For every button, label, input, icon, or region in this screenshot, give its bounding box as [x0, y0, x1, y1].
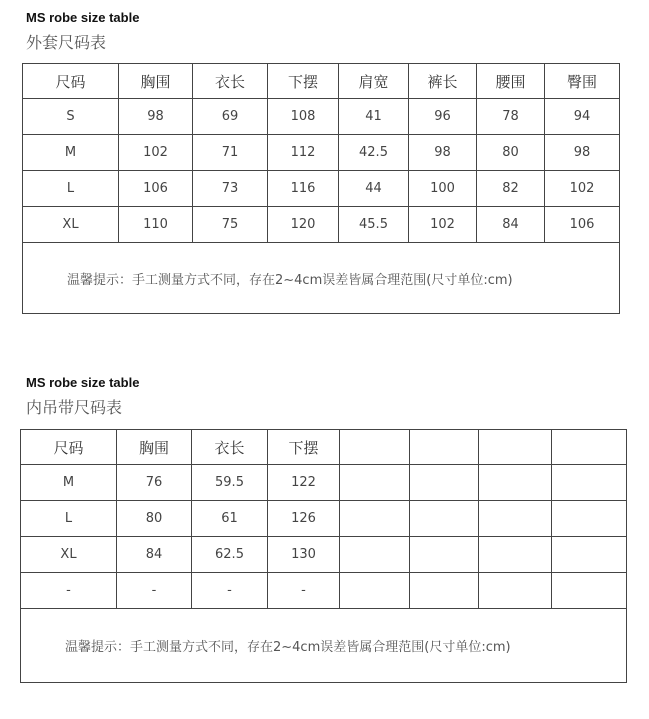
header-cell: 尺码	[23, 64, 119, 99]
value-cell: 98	[119, 99, 193, 135]
value-cell: 71	[193, 135, 268, 171]
size-cell: S	[23, 99, 119, 135]
value-cell	[479, 573, 552, 609]
value-cell: 102	[545, 171, 620, 207]
value-cell	[340, 537, 410, 573]
size-cell: -	[21, 573, 117, 609]
value-cell: 102	[119, 135, 193, 171]
value-cell: 80	[117, 501, 192, 537]
value-cell: 78	[477, 99, 545, 135]
value-cell	[340, 573, 410, 609]
value-cell: 110	[119, 207, 193, 243]
table-row	[21, 501, 627, 537]
value-cell	[552, 573, 627, 609]
size-cell: XL	[21, 537, 117, 573]
header-cell	[340, 430, 410, 465]
size-cell: XL	[23, 207, 119, 243]
table-header-row	[21, 430, 627, 465]
value-cell: 130	[268, 537, 340, 573]
value-cell: -	[192, 573, 268, 609]
size-cell: L	[21, 501, 117, 537]
header-cell: 肩宽	[339, 64, 409, 99]
value-cell: 94	[545, 99, 620, 135]
value-cell: 73	[193, 171, 268, 207]
value-cell: -	[268, 573, 340, 609]
value-cell: 42.5	[339, 135, 409, 171]
header-cell	[552, 430, 627, 465]
value-cell: -	[117, 573, 192, 609]
header-cell: 胸围	[119, 64, 193, 99]
value-cell	[410, 501, 479, 537]
header-cell: 衣长	[192, 430, 268, 465]
header-cell: 臀围	[545, 64, 620, 99]
size-table-camisole	[20, 429, 627, 683]
size-table-outerwear	[22, 63, 620, 314]
value-cell: 98	[409, 135, 477, 171]
table-row	[23, 171, 620, 207]
value-cell	[479, 501, 552, 537]
value-cell: 102	[409, 207, 477, 243]
value-cell	[410, 573, 479, 609]
header-cell: 裤长	[409, 64, 477, 99]
measurement-note: 温馨提示：手工测量方式不同，存在2~4cm误差皆属合理范围(尺寸单位:cm)	[23, 243, 620, 314]
value-cell	[479, 465, 552, 501]
header-cell	[410, 430, 479, 465]
value-cell: 108	[268, 99, 339, 135]
table2-title-cn: 内吊带尺码表	[26, 398, 123, 417]
note-row	[21, 609, 627, 683]
size-cell: L	[23, 171, 119, 207]
table-header-row	[23, 64, 620, 99]
value-cell	[479, 537, 552, 573]
table2-title-en: MS robe size table	[26, 375, 140, 390]
value-cell: 84	[477, 207, 545, 243]
value-cell	[410, 537, 479, 573]
value-cell: 120	[268, 207, 339, 243]
value-cell: 106	[545, 207, 620, 243]
value-cell: 116	[268, 171, 339, 207]
value-cell: 62.5	[192, 537, 268, 573]
size-cell: M	[21, 465, 117, 501]
size-cell: M	[23, 135, 119, 171]
header-cell: 下摆	[268, 64, 339, 99]
value-cell: 41	[339, 99, 409, 135]
value-cell: 84	[117, 537, 192, 573]
value-cell	[552, 465, 627, 501]
value-cell	[340, 465, 410, 501]
table-row	[23, 99, 620, 135]
value-cell: 61	[192, 501, 268, 537]
value-cell: 75	[193, 207, 268, 243]
value-cell: 82	[477, 171, 545, 207]
header-cell: 衣长	[193, 64, 268, 99]
value-cell: 45.5	[339, 207, 409, 243]
value-cell: 100	[409, 171, 477, 207]
header-cell: 尺码	[21, 430, 117, 465]
header-cell	[479, 430, 552, 465]
note-row	[23, 243, 620, 314]
value-cell: 106	[119, 171, 193, 207]
value-cell: 98	[545, 135, 620, 171]
value-cell	[340, 501, 410, 537]
value-cell: 59.5	[192, 465, 268, 501]
table1-title-cn: 外套尺码表	[26, 33, 107, 52]
header-cell: 下摆	[268, 430, 340, 465]
table-row	[21, 537, 627, 573]
value-cell: 80	[477, 135, 545, 171]
value-cell	[552, 501, 627, 537]
value-cell: 122	[268, 465, 340, 501]
value-cell: 112	[268, 135, 339, 171]
value-cell: 126	[268, 501, 340, 537]
value-cell	[552, 537, 627, 573]
value-cell	[410, 465, 479, 501]
measurement-note: 温馨提示：手工测量方式不同，存在2~4cm误差皆属合理范围(尺寸单位:cm)	[21, 609, 627, 683]
value-cell: 44	[339, 171, 409, 207]
header-cell: 胸围	[117, 430, 192, 465]
value-cell: 69	[193, 99, 268, 135]
value-cell: 76	[117, 465, 192, 501]
value-cell: 96	[409, 99, 477, 135]
table-row	[21, 465, 627, 501]
table1-title-en: MS robe size table	[26, 10, 140, 25]
table-row	[23, 135, 620, 171]
header-cell: 腰围	[477, 64, 545, 99]
table-row	[21, 573, 627, 609]
table-row	[23, 207, 620, 243]
